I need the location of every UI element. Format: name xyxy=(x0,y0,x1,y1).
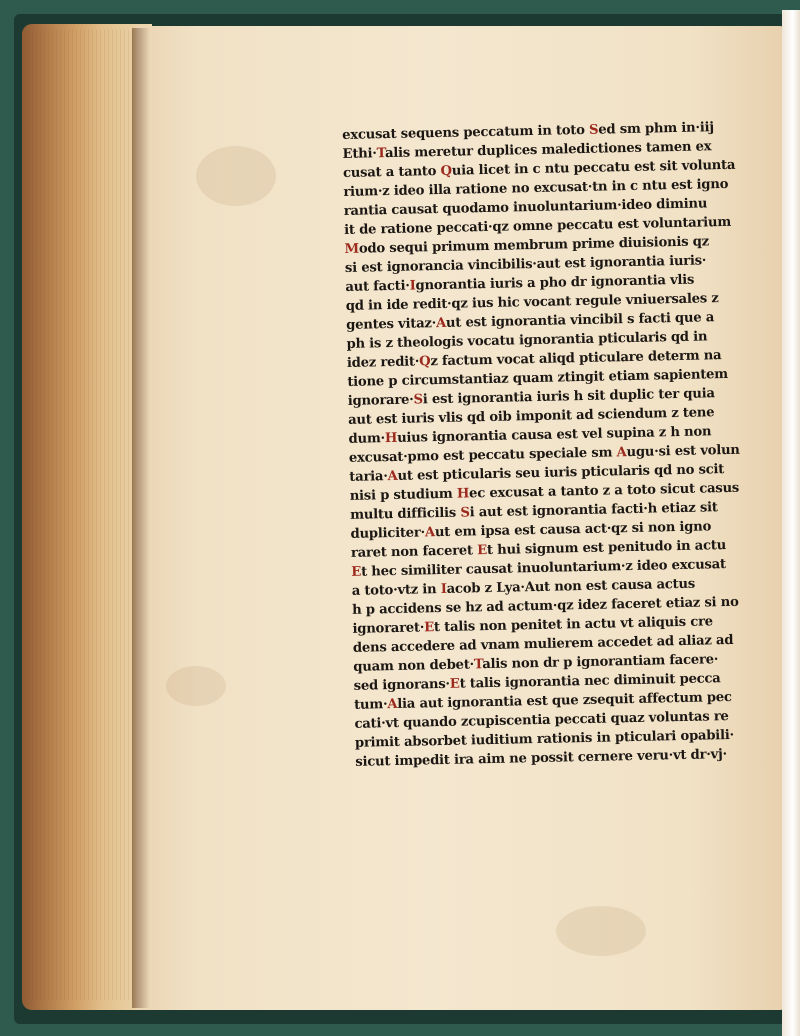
line-text: cati·vt quando zcupiscentia peccati quaz voluntas re xyxy=(354,709,729,732)
line-text: quam non debet· xyxy=(353,657,475,675)
rubricated-initial: M xyxy=(344,241,360,257)
line-text: uius ignorantia causa est vel supina z h non xyxy=(396,424,712,446)
rubricated-initial: A xyxy=(387,696,398,713)
rubricated-initial: A xyxy=(435,315,447,332)
line-text: sicut impedit ira aim ne possit cernere veru·vt dr·vj· xyxy=(355,747,728,770)
rubricated-initial: A xyxy=(424,525,436,541)
line-text: dum· xyxy=(348,431,386,447)
rubricated-initial: A xyxy=(616,445,627,461)
line-text: rantia causat quodamo inuoluntarium·ideo diminu xyxy=(343,196,708,219)
right-page-edge xyxy=(782,10,800,1036)
line-text: primit absorbet iuditium rationis in pticulari opabili· xyxy=(354,727,735,751)
line-text: gnorantia iuris a pho dr ignorantia vlis xyxy=(415,272,695,294)
rubricated-initial: S xyxy=(588,122,599,138)
line-text: idez redit· xyxy=(346,354,420,371)
line-text: si est ignorancia vincibilis·aut est ignorantia iuris· xyxy=(344,253,707,276)
line-text: ut est ignorantia vincibil s facti que a xyxy=(445,310,715,331)
line-text: t talis ignorantia nec diminuit pecca xyxy=(459,671,721,692)
line-text: taria· xyxy=(349,469,388,485)
line-text: tione p circumstantiaz quam ztingit etiam sapientem xyxy=(347,366,729,390)
line-text: gentes vitaz· xyxy=(346,316,437,333)
line-text: tum· xyxy=(353,697,388,713)
line-text: aut facti· xyxy=(345,278,410,295)
line-text: ph is z theologis vocatu ignorantia pticularis qd in xyxy=(346,329,708,352)
line-text: multu difficilis xyxy=(350,505,461,523)
line-text: lia aut ignorantia est que zsequit affectum pec xyxy=(397,689,732,712)
line-text: nisi p studium xyxy=(349,486,458,504)
foxing-stain xyxy=(166,666,226,706)
line-text: ignorare· xyxy=(347,392,414,409)
line-text: acob z Lya·Aut non est causa actus xyxy=(446,576,696,597)
rubricated-initial: H xyxy=(456,486,470,502)
incunable-text-block xyxy=(342,117,779,772)
foxing-stain xyxy=(196,146,276,206)
rubricated-initial: E xyxy=(449,676,460,692)
line-text: t hui signum est penitudo in actu xyxy=(486,538,727,559)
line-text: qd in ide redit·qz ius hic vocant regule vniuersales z xyxy=(345,291,719,314)
rubricated-initial: I xyxy=(440,581,447,598)
line-text: ec excusat a tanto z a toto sicut casus xyxy=(468,480,740,502)
page-gutter xyxy=(132,28,150,1008)
rubricated-initial: Q xyxy=(419,354,431,370)
line-text: cusat a tanto xyxy=(342,163,441,181)
rubricated-initial: S xyxy=(413,392,423,408)
rubricated-initial: T xyxy=(473,657,483,673)
line-text: uia licet in c ntu peccatu est sit volunta xyxy=(451,157,736,179)
line-text: aut est iuris vlis qd oib imponit ad sciendum z tene xyxy=(348,405,715,428)
line-text: i aut est ignorantia facti·h etiaz sit xyxy=(469,500,718,521)
page-edge-texture xyxy=(28,30,146,1000)
line-text: dens accedere ad vnam mulierem accedet ad aliaz ad xyxy=(352,632,734,656)
line-text: dupliciter· xyxy=(350,525,426,542)
line-text: excusat sequens peccatum in toto xyxy=(342,122,590,143)
line-text: ut est pticularis seu iuris pticularis qd no scit xyxy=(397,462,725,484)
line-text: excusat·pmo est peccatu speciale sm xyxy=(348,445,617,466)
line-text: alis meretur duplices maledictiones tamen ex xyxy=(384,139,712,162)
line-text: sed ignorans· xyxy=(353,676,450,694)
line-text: raret non faceret xyxy=(350,543,478,561)
line-text: rium·z ideo illa ratione no excusat·tn in c ntu est igno xyxy=(343,176,729,200)
rubricated-initial: Q xyxy=(440,163,452,179)
rubricated-initial: T xyxy=(376,146,386,162)
rubricated-initial: I xyxy=(409,278,416,294)
line-text: alis non dr p ignorantiam facere· xyxy=(482,652,719,673)
line-text: a toto·vtz in xyxy=(351,582,441,599)
rubricated-initial: E xyxy=(477,543,488,559)
line-text: odo sequi primum membrum prime diuisionis qz xyxy=(358,234,710,257)
line-text: ed sm phm in·iij xyxy=(598,120,714,138)
rubricated-initial: A xyxy=(387,468,398,485)
line-text: t hec similiter causat inuoluntarium·z ideo excusat xyxy=(361,557,726,580)
line-text: ignoraret· xyxy=(352,620,425,637)
rubricated-initial: H xyxy=(384,430,398,447)
line-text: z factum vocat aliqd pticulare determ na xyxy=(430,348,722,370)
line-text: Ethi· xyxy=(342,146,377,162)
line-text: ut em ipsa est causa act·qz si non igno xyxy=(434,519,712,541)
line-text: t talis non penitet in actu vt aliquis cre xyxy=(433,614,714,636)
foxing-stain xyxy=(556,906,646,956)
rubricated-initial: E xyxy=(424,620,435,636)
rubricated-initial: S xyxy=(460,505,470,521)
line-text: it de ratione peccati·qz omne peccatu est voluntarium xyxy=(344,214,732,238)
line-text: h p accidens se hz ad actum·qz idez faceret etiaz si no xyxy=(351,594,739,618)
rubricated-initial: E xyxy=(351,564,362,580)
line-text: ugu·si est volun xyxy=(626,442,740,461)
line-text: i est ignorantia iuris h sit duplic ter quia xyxy=(422,386,715,408)
